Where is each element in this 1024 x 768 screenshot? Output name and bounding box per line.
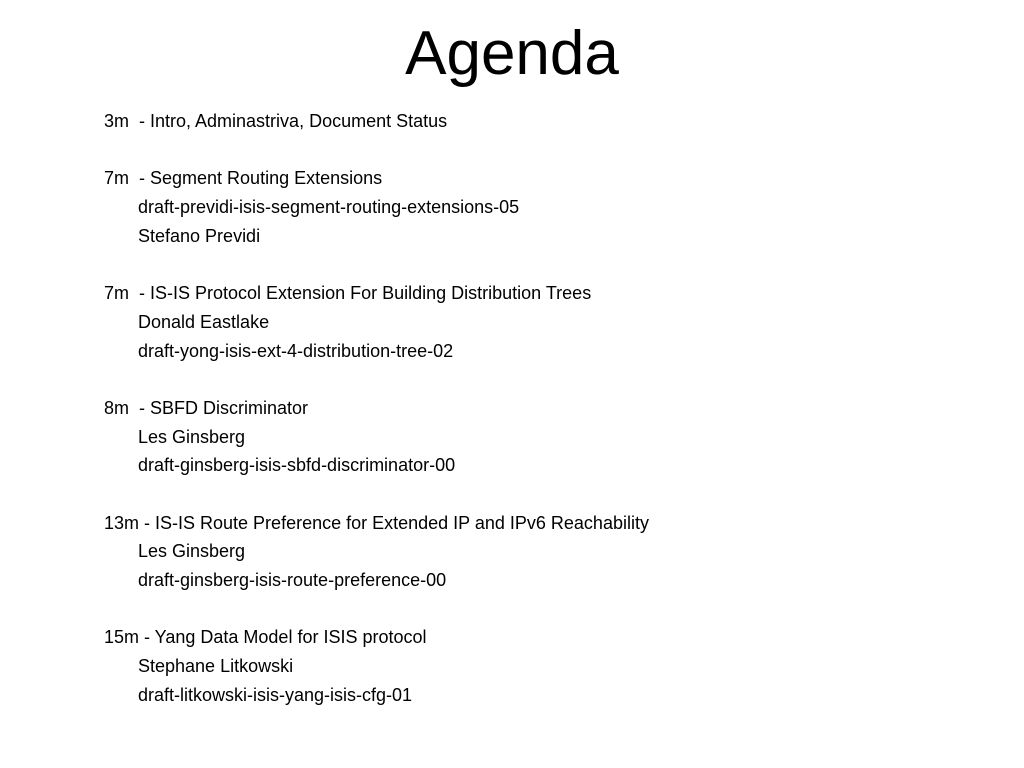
agenda-item-heading: 15m - Yang Data Model for ISIS protocol bbox=[104, 627, 427, 648]
agenda-item bbox=[104, 164, 1004, 250]
agenda-item-draft: draft-ginsberg-isis-route-preference-00 bbox=[138, 570, 447, 590]
agenda-item bbox=[104, 623, 1004, 709]
agenda-item bbox=[104, 279, 1004, 365]
agenda-item-draft: draft-litkowski-isis-yang-isis-cfg-01 bbox=[138, 684, 413, 705]
agenda-item-presenter: Stephane Litkowski bbox=[138, 656, 294, 677]
agenda-item-heading: 3m - Intro, Adminastriva, Document Status bbox=[104, 111, 448, 131]
agenda-item-presenter: Les Ginsberg bbox=[138, 426, 246, 447]
agenda-item-heading: 7m - IS-IS Protocol Extension For Building Distribution Trees bbox=[104, 283, 592, 304]
agenda-item-draft: draft-ginsberg-isis-sbfd-discriminator-00 bbox=[138, 455, 456, 476]
agenda-item-heading: 8m - SBFD Discriminator bbox=[104, 397, 309, 418]
agenda-item bbox=[104, 107, 1004, 136]
agenda-item-heading: 13m - IS-IS Route Preference for Extended IP and IPv6 Reachability bbox=[104, 512, 649, 533]
agenda-list bbox=[104, 107, 1004, 738]
agenda-item-heading: 7m - Segment Routing Extensions bbox=[104, 168, 383, 189]
agenda-item-presenter: Les Ginsberg bbox=[138, 541, 246, 562]
agenda-item-draft: draft-previdi-isis-segment-routing-extensions-05 bbox=[138, 197, 520, 218]
agenda-item bbox=[104, 394, 1004, 480]
agenda-item-draft: draft-yong-isis-ext-4-distribution-tree-02 bbox=[138, 340, 454, 361]
agenda-item-presenter: Donald Eastlake bbox=[138, 311, 270, 332]
slide-title: Agenda bbox=[405, 19, 619, 88]
agenda-item-presenter: Stefano Previdi bbox=[138, 225, 261, 246]
agenda-item bbox=[104, 509, 1004, 595]
